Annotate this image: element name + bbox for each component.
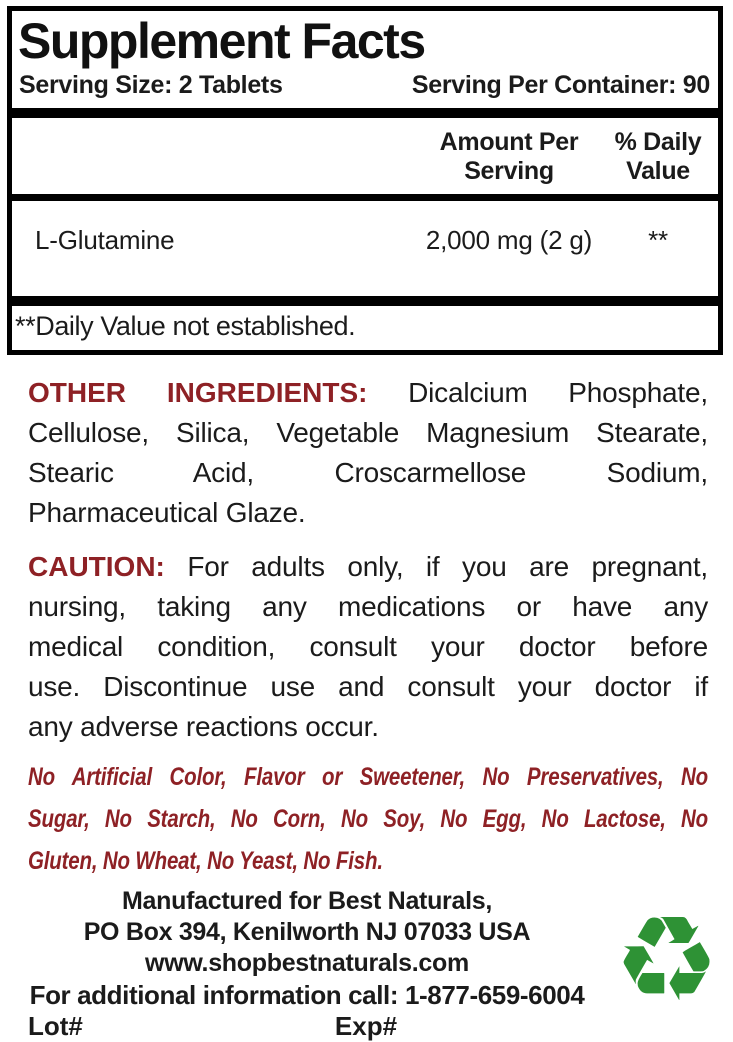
footer — [14, 886, 733, 1042]
divider-bar-top — [12, 108, 718, 118]
divider-bar-header — [12, 194, 718, 201]
servings-per-container: Serving Per Container: 90 — [411, 71, 710, 99]
nutrient-row — [12, 201, 718, 296]
nutrient-daily-value: ** — [648, 225, 668, 255]
manufacturer-address: PO Box 394, Kenilworth NJ 07033 USA — [83, 918, 531, 946]
caution-heading: CAUTION: — [28, 551, 165, 582]
allergen-free-statement: No Artificial Color, Flavor or Sweetener, No Preservatives, No Sugar, No Starch, No Corn, No Soy, No Egg, No Lactose, No Gluten, No Wheat, No Yeast, No Fish. — [28, 763, 709, 875]
other-ingredients-text: Dicalcium Phosphate, — [408, 377, 708, 408]
amount-per-serving-header: Amount Per Serving — [439, 128, 579, 185]
facts-footnote: **Daily Value not established. — [15, 311, 356, 341]
other-ingredients-paragraph: OTHER INGREDIENTS: Dicalcium Phosphate, Cellulose, Silica, Vegetable Magnesium Stearate, Stearic Acid, Croscarmellose Sodium, Pharmaceutical Glaze. — [28, 377, 708, 528]
caution-paragraph: CAUTION: For adults only, if you are pregnant, nursing, taking any medications or have any medical condition, consult your doctor before use. Discontinue use and consult your doctor if any adverse reactions occur. — [28, 551, 708, 742]
supplement-label — [0, 6, 733, 1041]
other-ingredients-heading: OTHER INGREDIENTS: — [28, 377, 368, 408]
recycle-icon: ♻ — [613, 890, 720, 1028]
website-url: www.shopbestnaturals.com — [145, 949, 469, 977]
serving-row — [12, 69, 718, 108]
nutrient-name: L-Glutamine — [35, 225, 175, 255]
nutrient-amount: 2,000 mg (2 g) — [425, 225, 593, 255]
manufacturer-block — [14, 886, 600, 1042]
facts-column-headers — [12, 118, 718, 194]
divider-bar-bottom — [12, 296, 718, 306]
serving-size: Serving Size: 2 Tablets — [19, 71, 283, 99]
lot-exp-row — [14, 1011, 600, 1042]
caution-text: For adults only, if you are pregnant, — [187, 551, 708, 582]
lot-label: Lot# — [28, 1011, 83, 1041]
percent-daily-value-header: % Daily Value — [614, 128, 702, 185]
info-phone-line: For additional information call: 1-877-659-6004 — [29, 980, 585, 1010]
supplement-facts-panel — [7, 6, 723, 355]
manufacturer-line: Manufactured for Best Naturals, — [122, 887, 492, 915]
exp-label: Exp# — [334, 1011, 398, 1041]
facts-title: Supplement Facts — [18, 13, 425, 69]
